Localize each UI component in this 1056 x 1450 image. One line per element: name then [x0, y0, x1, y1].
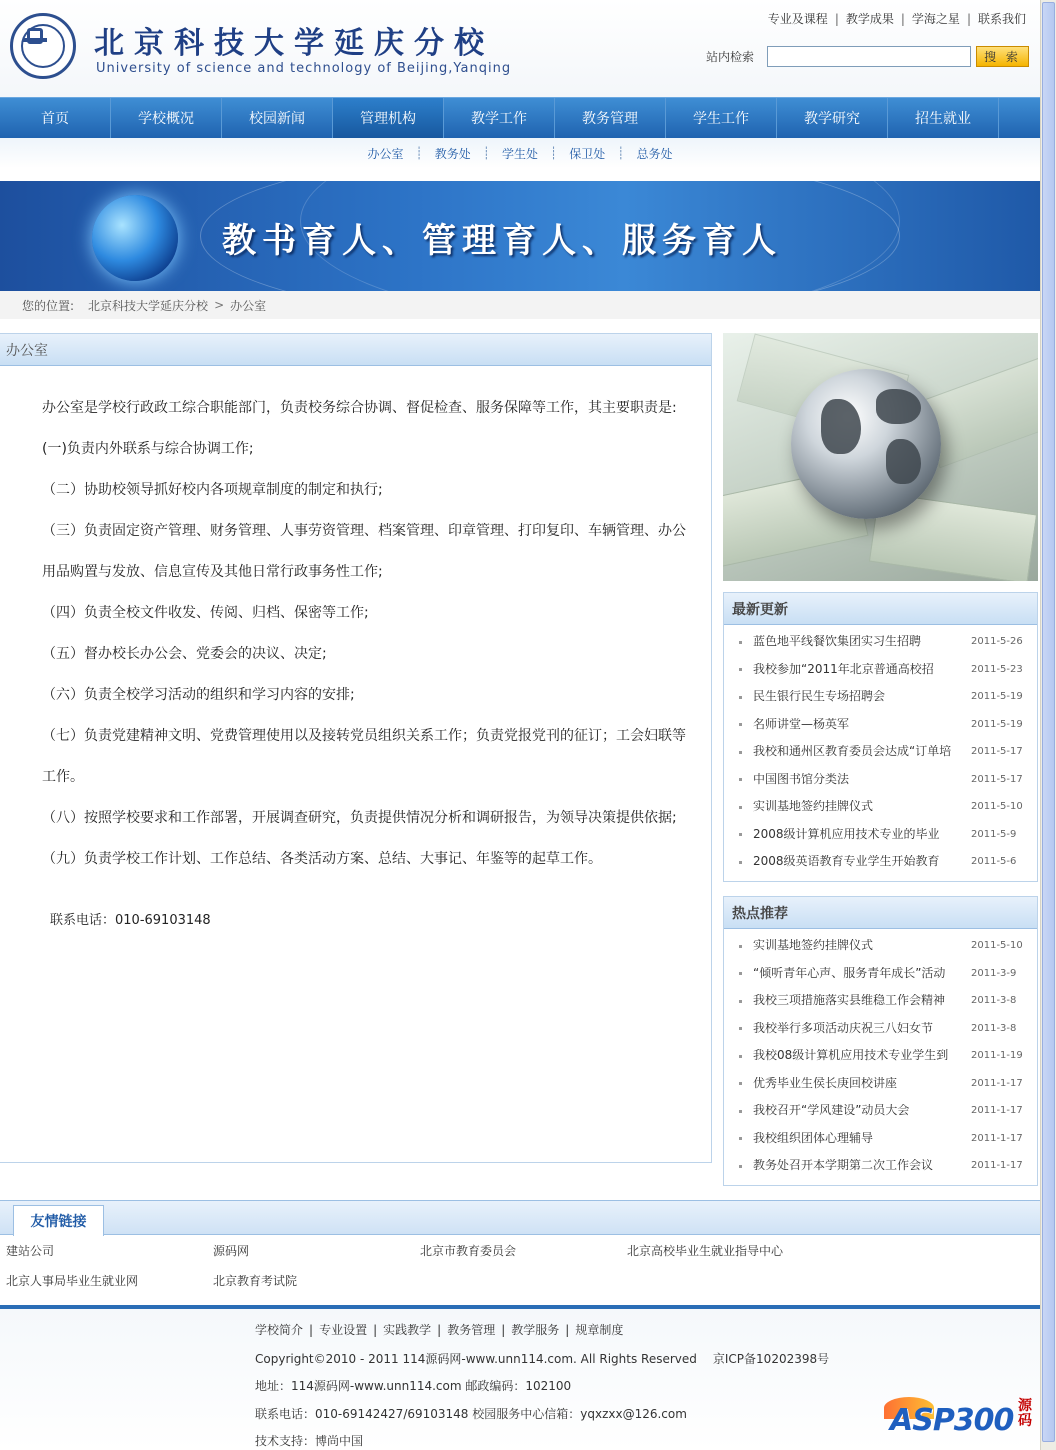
- bullet-icon: [739, 696, 742, 699]
- bullet-icon: [739, 806, 742, 809]
- nav-teaching[interactable]: 教学工作: [444, 98, 555, 138]
- bullet-icon: [739, 1137, 742, 1140]
- list-item[interactable]: [724, 1152, 1037, 1180]
- main-content: [0, 333, 712, 1163]
- list-item[interactable]: [724, 683, 1037, 711]
- sub-nav: 办公室 ┊ 教务处 ┊ 学生处 ┊ 保卫处 ┊ 总务处: [0, 138, 1040, 168]
- list-item-date: 2011-5-17: [971, 746, 1023, 758]
- list-item-date: 2011-1-17: [971, 1160, 1023, 1172]
- list-item-date: 2011-5-10: [971, 940, 1023, 952]
- globe-icon: [791, 369, 941, 519]
- list-item-title[interactable]: 我校组织团体心理辅导: [753, 1131, 874, 1145]
- breadcrumb-label: 您的位置:: [22, 298, 75, 313]
- scrollbar[interactable]: [1040, 0, 1056, 1450]
- list-item-date: 2011-5-26: [971, 636, 1023, 648]
- bullet-icon: [739, 1027, 742, 1030]
- nav-news[interactable]: 校园新闻: [222, 98, 333, 138]
- footer-link-services[interactable]: 教学服务: [511, 1323, 560, 1337]
- article-paragraph: （五）督办校长办公会、党委会的决议、决定;: [42, 646, 327, 662]
- banner: [0, 181, 1040, 291]
- article-paragraph: （四）负责全校文件收发、传阅、归档、保密等工作;: [42, 605, 369, 621]
- list-item-title[interactable]: 蓝色地平线餐饮集团实习生招聘: [753, 635, 922, 649]
- footer-links: 学校简介 | 专业设置 | 实践教学 | 教务管理 | 教学服务 | 规章制度: [255, 1323, 624, 1337]
- bullet-icon: [739, 972, 742, 975]
- friend-links-grid: [0, 1235, 1040, 1295]
- list-item-title[interactable]: 我校和通州区教育委员会达成“订单培: [753, 745, 952, 759]
- list-item-date: 2011-5-10: [971, 801, 1023, 813]
- bullet-icon: [739, 751, 742, 754]
- list-item-title[interactable]: 优秀毕业生侯长庚回校讲座: [753, 1076, 898, 1090]
- breadcrumb: [0, 291, 1040, 319]
- nav-admissions[interactable]: 招生就业: [888, 98, 999, 138]
- friend-links: [0, 1200, 1040, 1296]
- list-item-date: 2011-5-17: [971, 773, 1023, 785]
- footer-icp[interactable]: 京ICP备10202398号: [712, 1352, 830, 1366]
- latest-updates-list: [724, 625, 1037, 880]
- header: [0, 0, 1040, 97]
- friend-link[interactable]: 源码网: [213, 1243, 250, 1258]
- nav-overview[interactable]: 学校概况: [111, 98, 222, 138]
- list-item-title[interactable]: 我校08级计算机应用技术专业学生到: [753, 1049, 949, 1063]
- list-item-title[interactable]: 名师讲堂—杨英军: [753, 717, 850, 731]
- list-item-date: 2011-1-17: [971, 1105, 1023, 1117]
- side-globe-image: [723, 333, 1038, 581]
- subnav-security-office[interactable]: 保卫处: [569, 146, 606, 161]
- watermark-text: ASP300: [890, 1403, 1014, 1438]
- hot-recommendations-list: [724, 929, 1037, 1184]
- school-name-cn: 北京科技大学延庆分校: [94, 26, 494, 61]
- list-item-title[interactable]: 2008级计算机应用技术专业的毕业: [753, 827, 940, 841]
- list-item-date: 2011-5-19: [971, 718, 1023, 730]
- footer-link-intro[interactable]: 学校简介: [255, 1323, 304, 1337]
- list-item[interactable]: [724, 1070, 1037, 1098]
- search-button[interactable]: 搜 索: [976, 46, 1029, 67]
- list-item-title[interactable]: 我校参加“2011年北京普通高校招: [753, 662, 934, 676]
- footer-link-practice[interactable]: 实践教学: [383, 1323, 432, 1337]
- hot-recommendations-panel: [723, 896, 1038, 1186]
- nav-student-work[interactable]: 学生工作: [666, 98, 777, 138]
- list-item-title[interactable]: 教务处召开本学期第二次工作会议: [753, 1159, 934, 1173]
- list-item-date: 2011-3-9: [971, 967, 1017, 979]
- bullet-icon: [739, 945, 742, 948]
- list-item-date: 2011-1-17: [971, 1077, 1023, 1089]
- breadcrumb-home[interactable]: 北京科技大学延庆分校: [88, 298, 209, 313]
- friend-link[interactable]: 建站公司: [6, 1243, 55, 1258]
- footer-link-academic[interactable]: 教务管理: [447, 1323, 496, 1337]
- list-item-date: 2011-5-6: [971, 856, 1017, 868]
- footer-support: 技术支持：博尚中国: [255, 1434, 364, 1448]
- banner-slogan: 教书育人、管理育人、服务育人: [222, 221, 782, 261]
- bullet-icon: [739, 1082, 742, 1085]
- footer-link-majors[interactable]: 专业设置: [319, 1323, 368, 1337]
- list-item[interactable]: [724, 656, 1037, 684]
- bullet-icon: [739, 1165, 742, 1168]
- list-item[interactable]: [724, 848, 1037, 876]
- list-item-date: 2011-5-19: [971, 691, 1023, 703]
- article-body: [0, 366, 711, 941]
- article-paragraph: （二）协助校领导抓好校内各项规章制度的制定和执行;: [42, 482, 383, 498]
- friend-link[interactable]: 北京教育考试院: [213, 1273, 298, 1288]
- bullet-icon: [739, 1110, 742, 1113]
- footer-link-rules[interactable]: 规章制度: [575, 1323, 624, 1337]
- article-paragraph: （七）负责党建精神文明、党费管理使用以及接转党员组织关系工作；负责党报党刊的征订；工会妇联等工作。: [42, 728, 686, 785]
- list-item[interactable]: [724, 766, 1037, 794]
- school-seal-logo[interactable]: [10, 13, 76, 79]
- list-item[interactable]: [724, 1097, 1037, 1125]
- article-paragraph: 办公室是学校行政政工综合职能部门，负责校务综合协调、督促检查、服务保障等工作，其主要职责是:: [42, 400, 677, 416]
- subnav-office[interactable]: 办公室: [367, 146, 404, 161]
- bullet-icon: [739, 641, 742, 644]
- list-item-title[interactable]: 民生银行民生专场招聘会: [753, 690, 886, 704]
- watermark-cn: 源码: [1018, 1398, 1032, 1429]
- breadcrumb-current: 办公室: [230, 298, 267, 313]
- list-item-date: 2011-1-17: [971, 1132, 1023, 1144]
- bullet-icon: [739, 778, 742, 781]
- latest-updates-panel: [723, 592, 1038, 882]
- bullet-icon: [739, 723, 742, 726]
- top-link-stars[interactable]: 学海之星: [911, 12, 960, 26]
- friend-link[interactable]: 北京市教育委员会: [420, 1243, 517, 1258]
- article-paragraph: (一)负责内外联系与综合协调工作;: [42, 441, 254, 457]
- footer-copyright: Copyright©2010 - 2011 114源码网-www.unn114.com. All Rights Reserved: [255, 1352, 697, 1366]
- list-item-title[interactable]: 我校举行多项活动庆祝三八妇女节: [753, 1021, 934, 1035]
- article-paragraph: （六）负责全校学习活动的组织和学习内容的安排;: [42, 687, 355, 703]
- list-item-title[interactable]: 我校三项措施落实县维稳工作会精神: [753, 994, 946, 1008]
- friend-link[interactable]: 北京人事局毕业生就业网: [6, 1273, 139, 1288]
- list-item-title[interactable]: 实训基地签约挂牌仪式: [753, 939, 874, 953]
- contact-phone: 联系电话：010-69103148: [50, 913, 211, 928]
- search-label: 站内检索: [706, 50, 755, 64]
- list-item-date: 2011-5-23: [971, 663, 1023, 675]
- scrollbar-thumb[interactable]: [1042, 2, 1055, 1442]
- list-item[interactable]: [724, 960, 1037, 988]
- list-item[interactable]: [724, 987, 1037, 1015]
- article-paragraph: （三）负责固定资产管理、财务管理、人事劳资管理、档案管理、印章管理、打印复印、车辆管理、办公用品购置与发放、信息宣传及其他日常行政事务性工作;: [42, 523, 686, 580]
- bullet-icon: [739, 833, 742, 836]
- page-title: 办公室: [0, 334, 711, 366]
- list-item[interactable]: [724, 932, 1037, 960]
- top-link-achievements[interactable]: 教学成果: [845, 12, 894, 26]
- latest-updates-title: 最新更新: [724, 593, 1037, 625]
- list-item-title[interactable]: “倾听青年心声、服务青年成长”活动: [753, 966, 946, 980]
- list-item[interactable]: [724, 1042, 1037, 1070]
- bullet-icon: [739, 861, 742, 864]
- nav-research[interactable]: 教学研究: [777, 98, 888, 138]
- friend-links-tab[interactable]: 友情链接: [13, 1205, 104, 1236]
- list-item-date: 2011-1-19: [971, 1050, 1023, 1062]
- list-item-title[interactable]: 我校召开“学风建设”动员大会: [753, 1104, 910, 1118]
- list-item-date: 2011-3-8: [971, 995, 1017, 1007]
- nav-academic-affairs[interactable]: 教务管理: [555, 98, 666, 138]
- subnav-general-affairs[interactable]: 总务处: [636, 146, 673, 161]
- bullet-icon: [739, 1055, 742, 1058]
- hot-recommendations-title: 热点推荐: [724, 897, 1037, 929]
- subnav-academic-office[interactable]: 教务处: [434, 146, 471, 161]
- footer-address: 地址：114源码网-www.unn114.com 邮政编码：102100: [255, 1379, 572, 1393]
- nav-administration[interactable]: 管理机构: [333, 98, 444, 138]
- list-item[interactable]: [724, 1125, 1037, 1153]
- asp300-watermark-logo: [882, 1393, 1052, 1447]
- list-item-title[interactable]: 中国图书馆分类法: [753, 772, 850, 786]
- globe-icon: [92, 195, 178, 281]
- main-nav: [0, 97, 1040, 138]
- bullet-icon: [739, 1000, 742, 1003]
- article-paragraph: （九）负责学校工作计划、工作总结、各类活动方案、总结、大事记、年鉴等的起草工作。: [42, 851, 602, 867]
- list-item[interactable]: [724, 821, 1037, 849]
- list-item[interactable]: [724, 738, 1037, 766]
- list-item-title[interactable]: 2008级英语教育专业学生开始教育: [753, 855, 940, 869]
- list-item[interactable]: [724, 711, 1037, 739]
- nav-home[interactable]: 首页: [0, 98, 111, 138]
- school-name-en: University of science and technology of Beijing,Yanqing: [96, 61, 512, 76]
- list-item[interactable]: [724, 793, 1037, 821]
- list-item[interactable]: [724, 628, 1037, 656]
- top-links: 专业及课程 | 教学成果 | 学海之星 | 联系我们: [767, 12, 1026, 26]
- article-paragraph: （八）按照学校要求和工作部署，开展调查研究，负责提供情况分析和调研报告，为领导决策提供依据;: [42, 810, 677, 826]
- list-item-date: 2011-5-9: [971, 828, 1017, 840]
- top-link-contact[interactable]: 联系我们: [977, 12, 1026, 26]
- friend-link[interactable]: 北京高校毕业生就业指导中心: [627, 1243, 784, 1258]
- list-item-title[interactable]: 实训基地签约挂牌仪式: [753, 800, 874, 814]
- search-input[interactable]: [767, 46, 971, 67]
- footer-contact: 联系电话：010-69142427/69103148 校园服务中心信箱：yqxzxx@126.com: [255, 1407, 687, 1421]
- top-link-courses[interactable]: 专业及课程: [767, 12, 828, 26]
- breadcrumb-separator: >: [214, 298, 225, 312]
- list-item-date: 2011-3-8: [971, 1022, 1017, 1034]
- subnav-student-office[interactable]: 学生处: [501, 146, 538, 161]
- bullet-icon: [739, 668, 742, 671]
- list-item[interactable]: [724, 1015, 1037, 1043]
